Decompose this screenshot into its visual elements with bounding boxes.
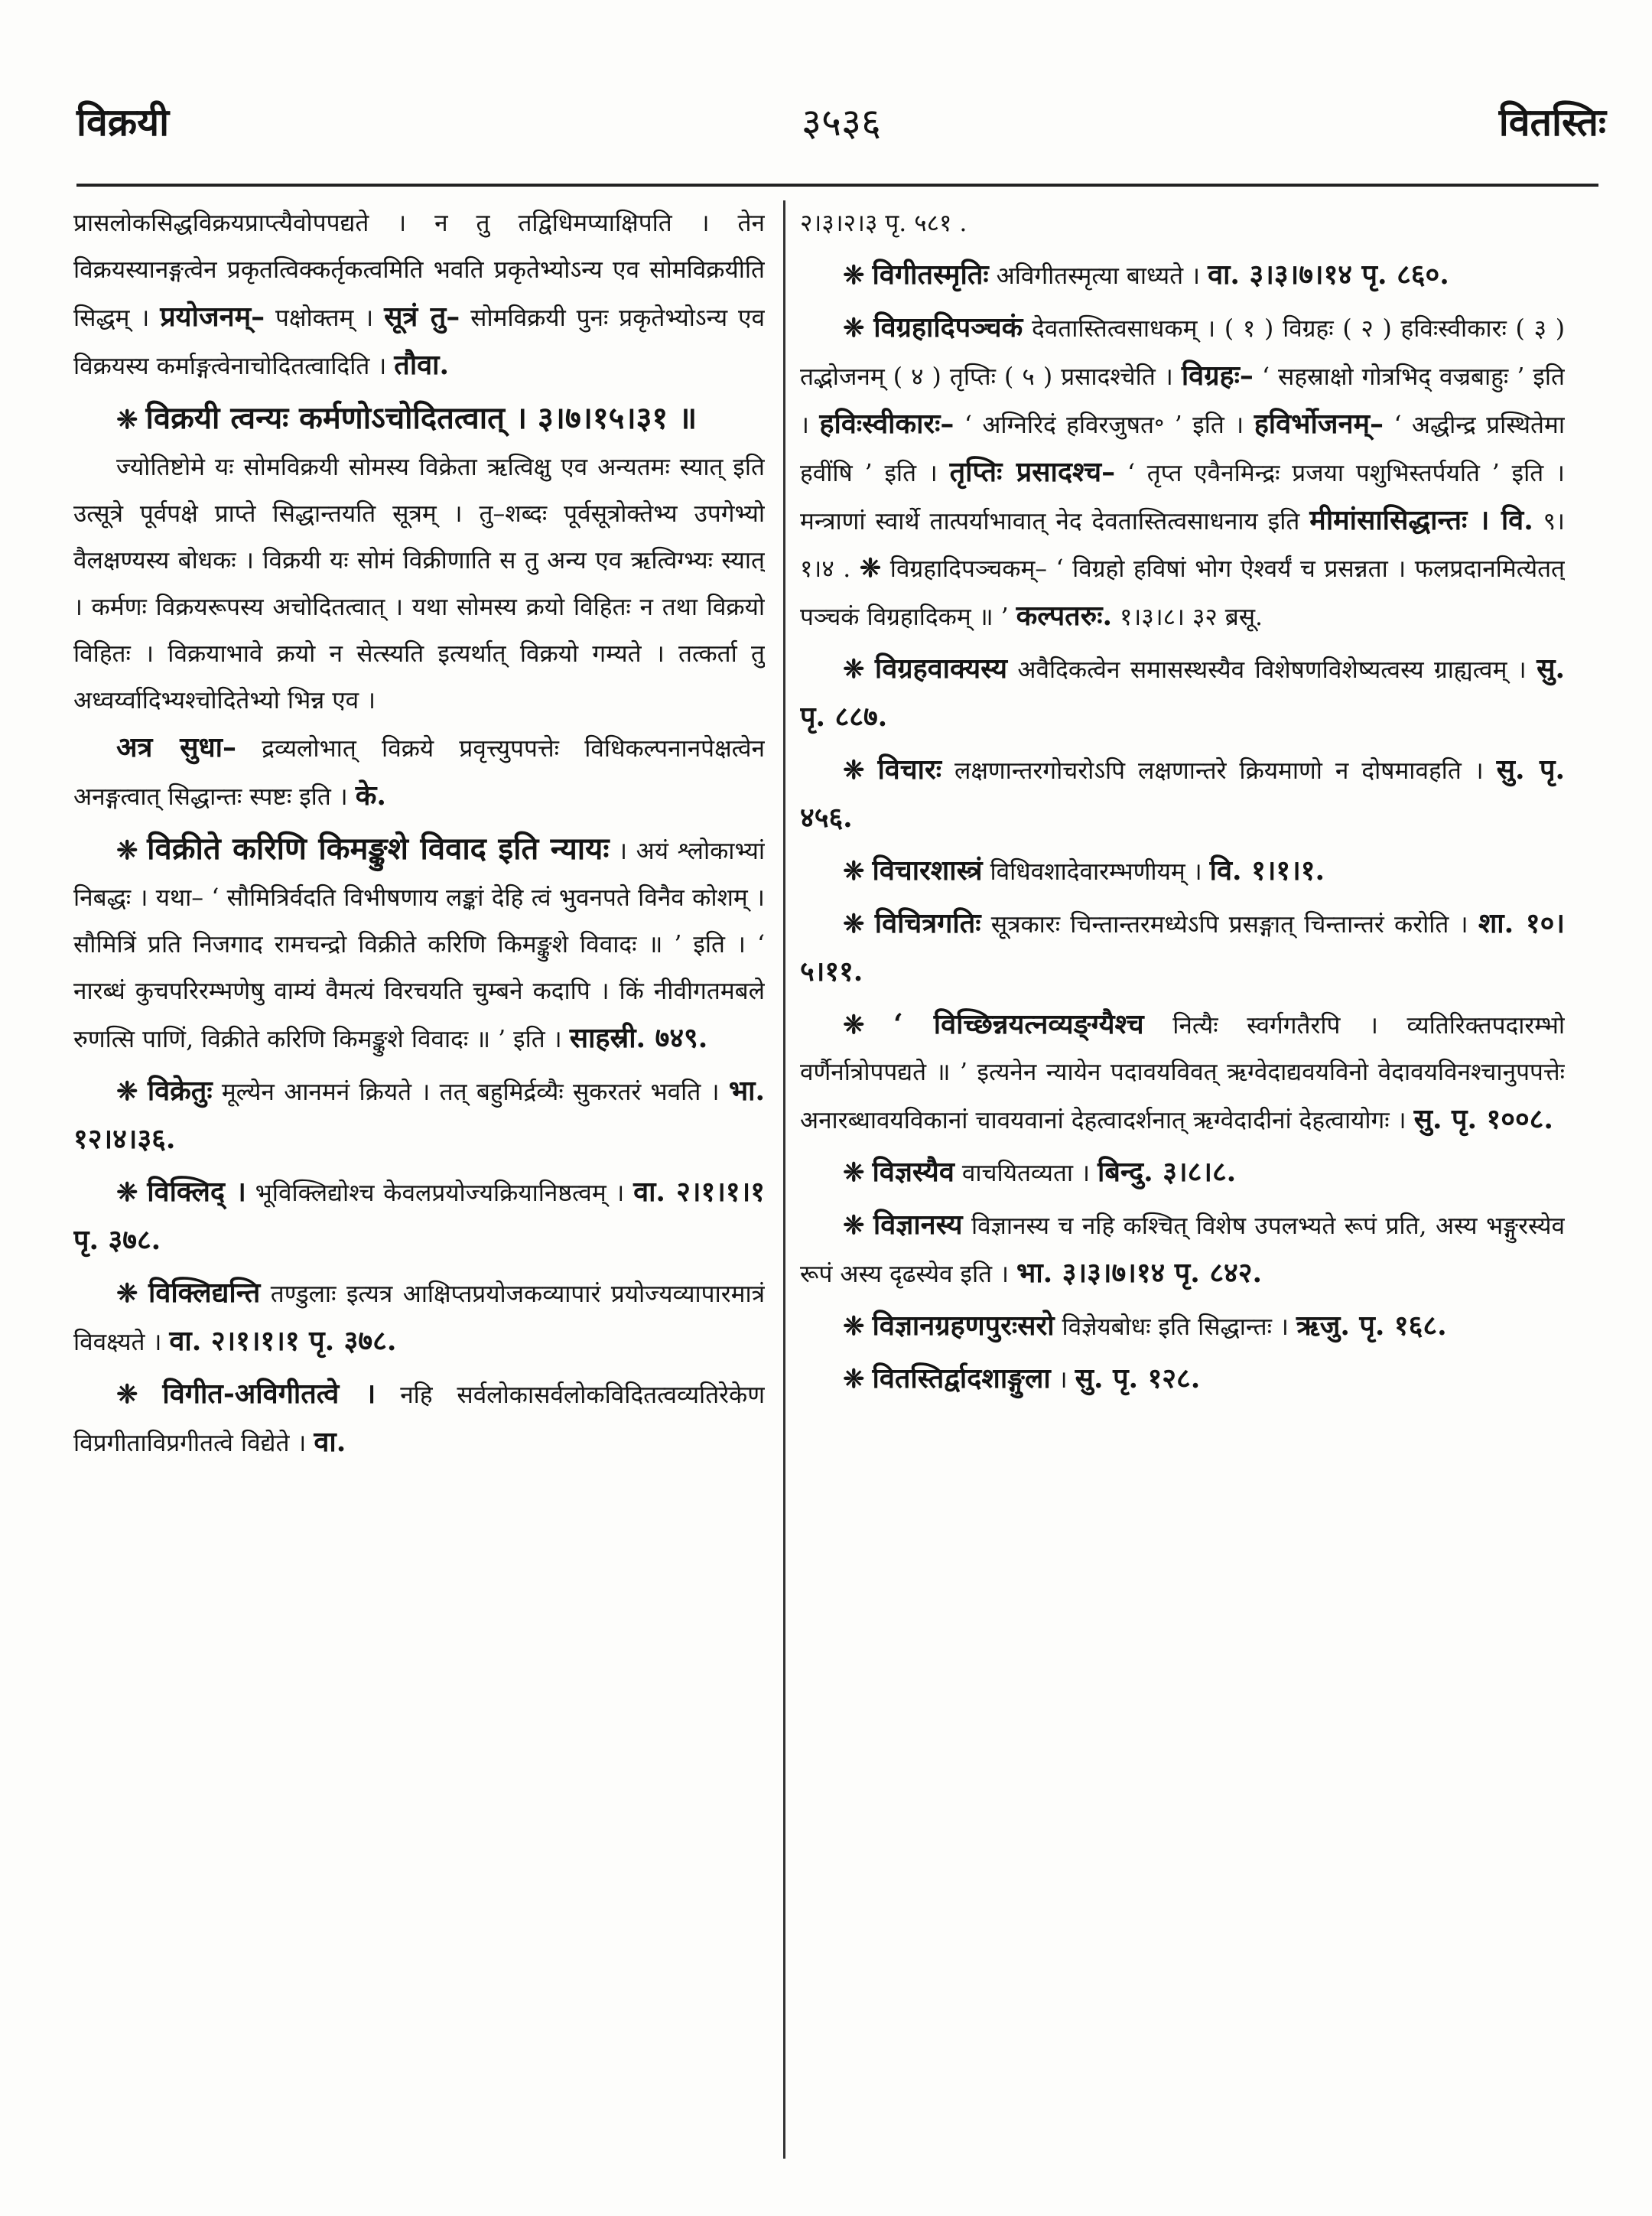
entry-citation: सु. पृ. १२८.	[1075, 1362, 1201, 1394]
entry-citation: ऋजु. पृ. १६८.	[1296, 1310, 1447, 1342]
running-head	[76, 92, 1606, 161]
sutra-entry	[73, 395, 765, 444]
continuation-citation: २।३।२।३ पृ. ५८१ .	[800, 210, 967, 237]
entry-heading: विक्रेतुः	[147, 1075, 213, 1107]
entry-heading: विग्रहवाक्यस्य	[874, 652, 1008, 685]
entry: ❈ विज्ञस्यैव वाचयितव्यता । बिन्दु. ३।८।८.	[843, 1156, 1237, 1188]
sudha-paragraph: अत्र सुधा– द्रव्यलोभात् विक्रये प्रवृत्त्युपपत्तेः विधिकल्पनानपेक्षत्वेन अनङ्गत्वात् सिद्धान्तः स्पष्टः इति । के.	[73, 731, 765, 812]
entry-heading: विचारः	[877, 753, 941, 786]
sutra-heading: विक्रयी त्वन्यः कर्मणोऽचोदितत्वात् । ३।७।१५।३१ ॥	[145, 400, 698, 436]
entry: ❈ वितस्तिर्द्वादशाङ्गुला । सु. पृ. १२८.	[843, 1362, 1201, 1394]
entry-citation: शा. १०।५।११.	[800, 907, 1565, 988]
entry-heading: विगीत-अविगीतत्वे ।	[162, 1378, 376, 1410]
entry-citation: वा. २।१।१।१ पृ. ३७८.	[73, 1176, 765, 1256]
left-column	[73, 200, 765, 2189]
asterisk-icon: ❈	[859, 553, 882, 584]
asterisk-icon: ❈	[116, 1278, 138, 1309]
entry-citation: भा. १२।४।३६.	[73, 1075, 765, 1155]
commentary-paragraph: ज्योतिष्टोमे यः सोमविक्रयी सोमस्य विक्रेता ऋत्विक्षु एव अन्यतमः स्यात् इति उत्सूत्रे पूर्वपक्षे प्राप्ते सिद्धान्तयति सूत्रम् । तु–शब्दः पूर्वसूत्रोक्तेभ्य उपगेभ्यो वैलक्षण्यस्य बोधकः । विक्रयी यः सोमं विक्रीणाति स तु अन्य एव ऋत्विग्भ्यः स्यात् । कर्मणः विक्रयरूपस्य अचोदितत्वात् । यथा सोमस्य क्रयो विहितः न तथा विक्रयो विहितः । विक्रयाभावे क्रयो न सेत्स्यति इत्यर्थात् विक्रयो गम्यते । तत्कर्ता तु अध्वर्य्वादिभ्यश्चोदितेभ्यो भिन्न एव ।	[73, 454, 765, 714]
entry-heading: ‘ विच्छिन्नयत्नव्यङ्ग्यैश्च	[893, 1008, 1144, 1040]
entry-heading: विग्रहादिपञ्चकं	[873, 311, 1023, 343]
entry-heading: विगीतस्मृतिः	[872, 259, 989, 291]
entry-citation: वा.	[314, 1426, 346, 1458]
entry: ❈ विचारशास्त्रं विधिवशादेवारम्भणीयम् । वि. १।१।१.	[843, 854, 1325, 887]
entry-heading: विक्लिद्यन्ति	[148, 1277, 261, 1309]
entry: ❈ विज्ञानस्य विज्ञानस्य च नहि कश्चित् विशेष उपलभ्यते रूपं प्रति, अस्य भङ्गुरस्येव रूपं अस्य दृढस्येव इति । भा. ३।३।७।१४ पृ. ८४२.	[800, 1209, 1565, 1289]
right-column	[800, 200, 1565, 2189]
entry-citation: सु. पृ. १००८.	[1413, 1103, 1553, 1135]
column-divider	[783, 200, 785, 2159]
asterisk-icon: ❈	[843, 1157, 865, 1188]
entry-heading: विज्ञस्यैव	[872, 1156, 954, 1188]
asterisk-icon: ❈	[116, 1076, 138, 1107]
asterisk-icon: ❈	[843, 1210, 865, 1241]
entry-citation: वा. २।१।१।१ पृ. ३७८.	[169, 1325, 397, 1357]
entry-heading: विचित्रगतिः	[874, 907, 981, 939]
entry-citation: वि. १।१।१.	[1209, 854, 1325, 887]
entry-citation: सु. पृ. ८८७.	[800, 652, 1565, 733]
entry-heading: विज्ञानस्य	[873, 1209, 963, 1241]
asterisk-icon: ❈	[843, 654, 865, 685]
entry-citation: भा. ३।३।७।१४ पृ. ८४२.	[1016, 1257, 1263, 1289]
entry-heading: विक्रीते करिणि किमङ्कुशे विवाद इति न्यायः	[147, 831, 610, 867]
entry: ❈ विग्रहादिपञ्चकं देवतास्तित्वसाधकम् । ( १ ) विग्रहः ( २ ) हविःस्वीकारः ( ३ ) तद्भोजनम् ( ४ ) तृप्तिः ( ५ ) प्रसादश्चेति । विग्रहः– ‘ सहस्राक्षो गोत्रभिद् वज्रबाहुः ’ इति । हविःस्वीकारः– ‘ अग्निरिदं हविरजुषत॰ ’ इति । हविर्भोजनम्– ‘ अद्धीन्द्र प्रस्थितेमा हवींषि ’ इति । तृप्तिः प्रसादश्च– ‘ तृप्त एवैनमिन्द्रः प्रजया पशुभिस्तर्पयति ’ इति । मन्त्राणां स्वार्थे तात्पर्याभावात् नेद देवतास्तित्वसाधनाय इति मीमांसासिद्धान्तः । वि. ९।१।४ . ❈ विग्रहादिपञ्चकम्– ‘ विग्रहो हविषां भोग ऐश्वर्यं च प्रसन्नता । फलप्रदानमित्येतत् पञ्चकं विग्रहादिकम् ॥ ’ कल्पतरुः. १।३।८। ३२ ब्रसू.	[800, 311, 1565, 632]
nyaya-entry: ❈ विक्रीते करिणि किमङ्कुशे विवाद इति न्यायः । अयं श्लोकाभ्यां निबद्धः । यथा– ‘ सौमित्रिर्वदति विभीषणाय लङ्कां देहि त्वं भुवनपते विनैव कोशम् । सौमित्रिं प्रति निजगाद रामचन्द्रो विक्रीते करिणि किमङ्कुशे विवादः ॥ ’ इति । ‘ नारब्धं कुचपरिरम्भणेषु वाम्यं वैमत्यं विरचयति चुम्बने कदापि । किं नीवीगतमबले रुणत्सि पाणिं, विक्रीते करिणि किमङ्कुशे विवादः ॥ ’ इति । साहस्री. ७४९.	[73, 831, 765, 1054]
entry: ❈ ‘ विच्छिन्नयत्नव्यङ्ग्यैश्च नित्यैः स्वर्गगतैरपि । व्यतिरिक्तपदारम्भो वर्णैर्नात्रोपपद्यते ॥ ’ इत्यनेन न्यायेन पदावयविवत् ऋग्वेदाद्यवयविनो वेदावयविनश्चानुपपत्तेः अनारब्धावयविकानां चावयवानां देहत्वादर्शनात् ऋग्वेदादीनां देहत्वायोगः । सु. पृ. १००८.	[800, 1008, 1565, 1135]
entry-heading: विज्ञानग्रहणपुरःसरो	[872, 1310, 1055, 1342]
entry: ❈ विक्रेतुः मूल्येन आनमनं क्रियते । तत् बहुमिर्द्रव्यैः सुकरतरं भवति । भा. १२।४।३६.	[73, 1075, 765, 1155]
entry-heading: वितस्तिर्द्वादशाङ्गुला	[872, 1362, 1051, 1394]
asterisk-icon: ❈	[843, 755, 865, 786]
asterisk-icon: ❈	[843, 856, 865, 887]
header-left-word: विक्रयी	[76, 99, 170, 145]
asterisk-icon: ❈	[843, 260, 865, 291]
entry: ❈ विगीतस्मृतिः अविगीतस्मृत्या बाध्यते । वा. ३।३।७।१४ पृ. ८६०.	[843, 259, 1449, 291]
entry-citation: साहस्री. ७४९.	[569, 1022, 708, 1054]
asterisk-icon: ❈	[843, 313, 865, 343]
entry-citation: बिन्दु. ३।८।८.	[1098, 1156, 1237, 1188]
header-right-word: वितस्तिः	[1498, 99, 1606, 145]
continuation-paragraph: प्रासलोकसिद्धविक्रयप्राप्त्यैवोपपद्यते । न तु तद्विधिमप्याक्षिपति । तेन विक्रयस्यानङ्गत्वेन प्रकृतत्विक्कर्तृकत्वमिति भवति प्रकृतेभ्योऽन्य एव सोमविक्रयीति सिद्धम् । प्रयोजनम्– पक्षोक्तम् । सूत्रं तु– सोमविक्रयी पुनः प्रकृतेभ्योऽन्य एव विक्रयस्य कर्माङ्गत्वेनाचोदितत्वादिति । तौवा.	[73, 210, 765, 381]
ornament-icon: ❈	[116, 835, 138, 866]
entry: ❈ विक्लिद्यन्ति तण्डुलाः इत्यत्र आक्षिप्तप्रयोजकव्यापारं प्रयोज्यव्यापारमात्रं विवक्ष्यते । वा. २।१।१।१ पृ. ३७८.	[73, 1277, 765, 1357]
entry: ❈ विग्रहवाक्यस्य अवैदिकत्वेन समासस्थस्यैव विशेषणविशेष्यत्वस्य ग्राह्यत्वम् । सु. पृ. ८८७.	[800, 652, 1565, 733]
entry: ❈ विगीत-अविगीतत्वे । नहि सर्वलोकासर्वलोकविदितत्वव्यतिरेकेण विप्रगीताविप्रगीतत्वे विद्येते । वा.	[73, 1378, 765, 1458]
asterisk-icon: ❈	[116, 1379, 138, 1410]
entry-heading: विक्लिद् ।	[147, 1176, 246, 1208]
asterisk-icon: ❈	[843, 1311, 865, 1342]
entry: ❈ विक्लिद् । भूविक्लिद्योश्च केवलप्रयोज्यक्रियानिष्ठत्वम् । वा. २।१।१।१ पृ. ३७८.	[73, 1176, 765, 1256]
entry: ❈ विचित्रगतिः सूत्रकारः चिन्तान्तरमध्येऽपि प्रसङ्गात् चिन्तान्तरं करोति । शा. १०।५।११.	[800, 907, 1565, 988]
ornament-icon: ❈	[116, 405, 138, 435]
entry-citation: वा. ३।३।७।१४ पृ. ८६०.	[1208, 259, 1449, 291]
asterisk-icon: ❈	[843, 909, 865, 939]
asterisk-icon: ❈	[843, 1364, 865, 1394]
entry: ❈ विज्ञानग्रहणपुरःसरो विज्ञेयबोधः इति सिद्धान्तः । ऋजु. पृ. १६८.	[843, 1310, 1447, 1342]
page-number: ३५३६	[802, 100, 881, 145]
asterisk-icon: ❈	[116, 1177, 138, 1208]
entry: ❈ विचारः लक्षणान्तरगोचरोऽपि लक्षणान्तरे क्रियमाणो न दोषमावहति । सु. पृ. ४५६.	[800, 753, 1565, 834]
header-rule	[76, 184, 1598, 187]
entry-citation: सु. पृ. ४५६.	[800, 753, 1565, 834]
asterisk-icon: ❈	[843, 1010, 865, 1040]
entry-heading: विचारशास्त्रं	[872, 854, 983, 887]
